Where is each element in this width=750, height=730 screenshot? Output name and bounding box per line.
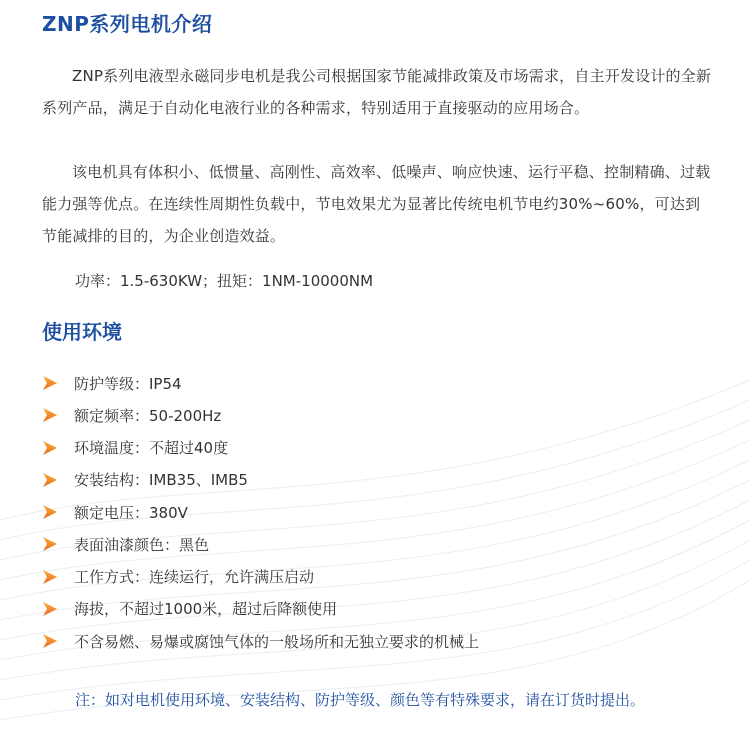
orange-arrow-icon	[42, 569, 58, 585]
section-title-intro: ZNP系列电机介绍	[42, 12, 213, 36]
spec-line: 功率：1.5-630KW；扭矩：1NM-10000NM	[75, 272, 374, 290]
list-item	[42, 528, 479, 560]
environment-list	[42, 367, 479, 657]
orange-arrow-icon	[42, 472, 58, 488]
order-note: 注：如对电机使用环境、安装结构、防护等级、颜色等有特殊要求，请在订货时提出。	[75, 691, 646, 709]
list-item-text: 额定频率：50-200Hz	[74, 406, 222, 425]
list-item	[42, 399, 479, 431]
list-item-text: 表面油漆颜色：黑色	[74, 535, 210, 554]
list-item-text: 海拔，不超过1000米，超过后降额使用	[74, 600, 338, 619]
orange-arrow-icon	[42, 536, 58, 552]
intro-paragraph-1: ZNP系列电液型永磁同步电机是我公司根据国家节能减排政策及市场需求，自主开发设计的全新系列产品，满足于自动化电液行业的各种需求，特别适用于直接驱动的应用场合。	[42, 67, 712, 117]
list-item	[42, 496, 479, 528]
list-item	[42, 625, 479, 657]
orange-arrow-icon	[42, 440, 58, 456]
list-item-text: 额定电压：380V	[74, 503, 188, 522]
list-item-text: 防护等级：IP54	[74, 374, 182, 393]
orange-arrow-icon	[42, 504, 58, 520]
list-item	[42, 593, 479, 625]
list-item-text: 环境温度：不超过40度	[74, 439, 229, 458]
list-item-text: 不含易燃、易爆或腐蚀气体的一般场所和无独立要求的机械上	[74, 632, 480, 651]
orange-arrow-icon	[42, 407, 58, 423]
list-item	[42, 464, 479, 496]
section-title-environment: 使用环境	[42, 320, 122, 344]
orange-arrow-icon	[42, 633, 58, 649]
list-item-text: 安装结构：IMB35、IMB5	[74, 471, 248, 490]
list-item-text: 工作方式：连续运行，允许满压启动	[74, 568, 315, 587]
orange-arrow-icon	[42, 375, 58, 391]
list-item	[42, 432, 479, 464]
list-item	[42, 561, 479, 593]
orange-arrow-icon	[42, 601, 58, 617]
list-item	[42, 367, 479, 399]
intro-paragraph-2: 该电机具有体积小、低惯量、高刚性、高效率、低噪声、响应快速、运行平稳、控制精确、过载能力强等优点。在连续性周期性负载中，节电效果尤为显著比传统电机节电约30%~60%，可达到节能减排的目的，为企业创造效益。	[42, 163, 711, 245]
